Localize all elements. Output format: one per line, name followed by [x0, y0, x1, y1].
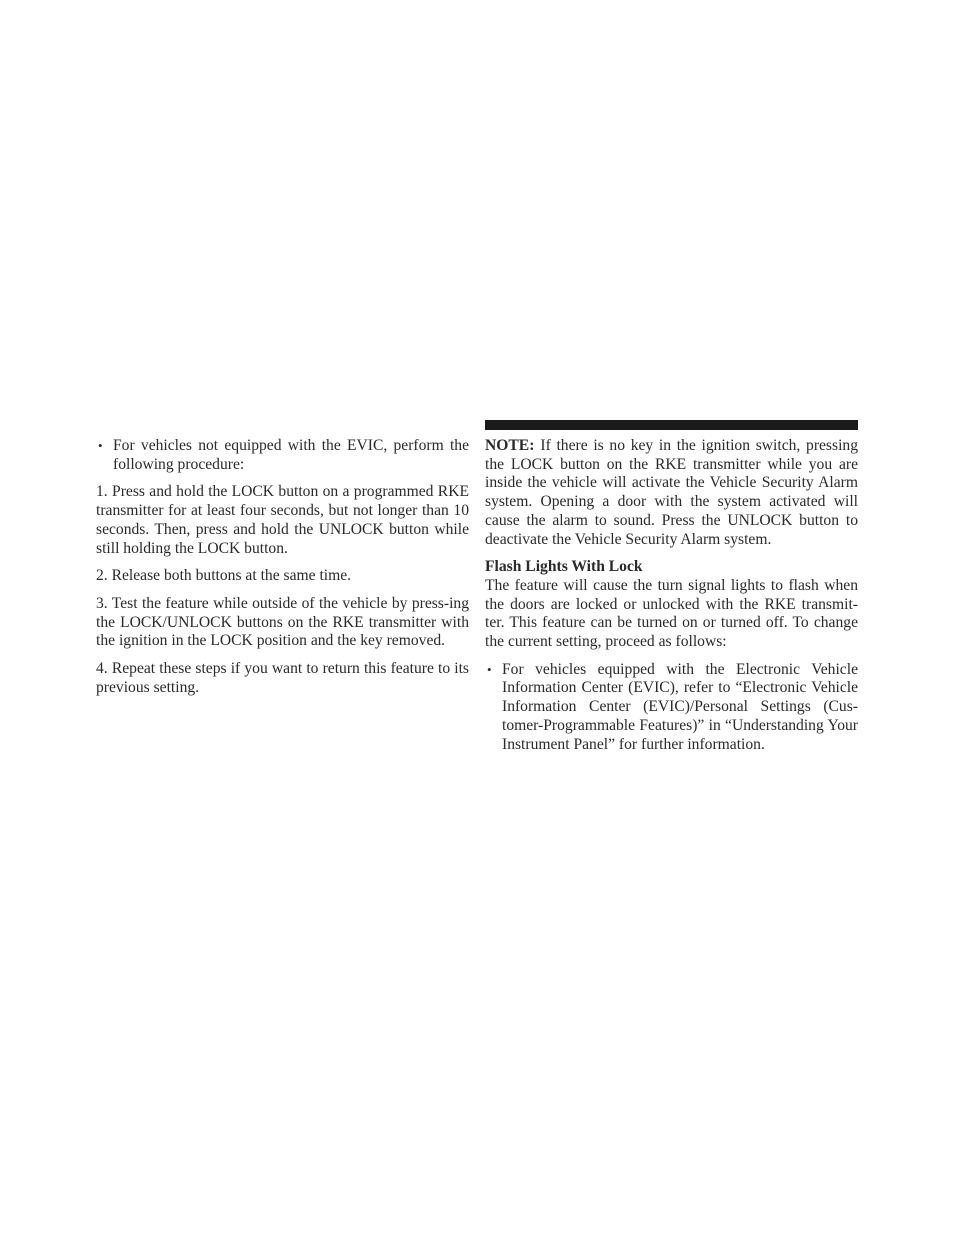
note-paragraph: [485, 437, 858, 549]
bullet-text: For vehicles not equipped with the EVIC, perform the following procedure:: [113, 437, 469, 473]
step-3: 3. Test the feature while outside of the vehicle by press-ing the LOCK/UNLOCK buttons on the RKE transmitter with the ignition in the LOCK position and the key removed.: [96, 594, 469, 650]
section-paragraph: The feature will cause the turn signal lights to flash when the doors are locked or unlocked with the RKE transmit-ter. This feature can be turned on or turned off. To change the current setting, proceed as follows:: [485, 576, 858, 651]
bullet-text: For vehicles equipped with the Electronic Vehicle Information Center (EVIC), refer to “Electronic Vehicle Information Center (EVIC)/Personal Settings (Cus-tomer-Programmable Features)” in “Understanding Your Instrument Panel” for further information.: [502, 660, 858, 753]
section-header-bar: [485, 420, 858, 430]
bullet-icon: •: [487, 661, 492, 677]
section-heading: Flash Lights With Lock: [485, 558, 643, 576]
step-2: 2. Release both buttons at the same time.: [96, 567, 352, 585]
right-column: [485, 437, 858, 763]
bullet-item: [96, 437, 469, 474]
step-4: 4. Repeat these steps if you want to return this feature to its previous setting.: [96, 660, 469, 696]
step-1: 1. Press and hold the LOCK button on a programmed RKE transmitter for at least four seconds, but not longer than 10 seconds. Then, press and hold the UNLOCK button while still holding the LOCK button.: [96, 483, 469, 557]
bullet-item: [485, 661, 858, 755]
note-text: If there is no key in the ignition switch, pressing the LOCK button on the RKE transmitter while you are inside the vehicle will activate the Vehicle Security Alarm system. Opening a door with the system activated will cause the alarm to sound. Press the UNLOCK button to deactivate the Vehicle Security Alarm system.: [485, 437, 858, 548]
note-label: NOTE:: [485, 437, 535, 454]
bullet-icon: •: [98, 438, 103, 453]
left-column: [96, 437, 469, 706]
